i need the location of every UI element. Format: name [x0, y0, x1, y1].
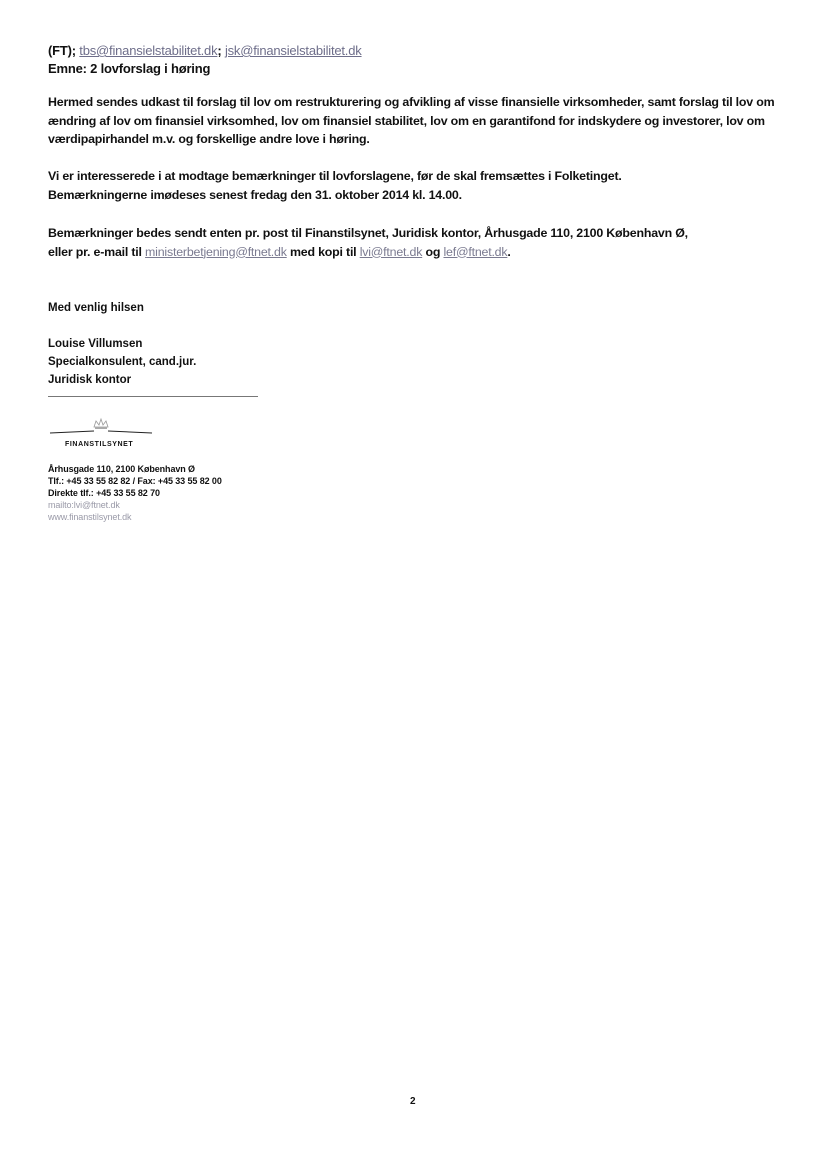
recipient-email-tbs[interactable]: tbs@finansielstabilitet.dk [79, 43, 218, 58]
contact-block [48, 463, 222, 523]
submission-and: og [425, 244, 441, 259]
subject-line [48, 61, 210, 76]
paragraph-comments-line1: Vi er interesserede i at modtage bemærkninger til lovforslagene, før de skal fremsættes i Folketinget. [48, 169, 622, 183]
signature-name: Louise Villumsen [48, 338, 143, 350]
crown-icon [94, 419, 108, 429]
paragraph-intro: Hermed sendes udkast til forslag til lov om restrukturering og afvikling af visse finansielle virksomheder, samt forslag til lov om ændring af lov om finansiel virksomhed, lov om finansiel stabilitet, lov om en garantifond for indskydere og investorer, lov om værdipapirhandel m.v. og forskellige andre love i høring. [48, 95, 775, 146]
paragraph-submission-line2 [48, 243, 778, 262]
submission-end: . [507, 244, 511, 259]
contact-phone-fax: Tlf.: +45 33 55 82 82 / Fax: +45 33 55 82 00 [48, 476, 222, 486]
page-number: 2 [410, 1096, 416, 1107]
recipients-line [48, 43, 362, 58]
subject-label: Emne: [48, 61, 87, 76]
signature-block [48, 335, 196, 389]
submission-mid: med kopi til [289, 244, 357, 259]
paragraph-submission-line1: Bemærkninger bedes sendt enten pr. post til Finanstilsynet, Juridisk kontor, Århusgade 110, 2100 København Ø, [48, 226, 688, 240]
paragraph-comments-deadline: Bemærkningerne imødeses senest fredag den 31. oktober 2014 kl. 14.00. [48, 187, 462, 202]
paragraph-comments-request [48, 167, 778, 204]
lvi-email-link[interactable]: lvi@ftnet.dk [359, 244, 423, 259]
contact-web-link[interactable]: www.finanstilsynet.dk [48, 512, 132, 522]
signature-divider [48, 396, 258, 397]
signature-title: Specialkonsulent, cand.jur. [48, 356, 197, 368]
contact-address: Århusgade 110, 2100 København Ø [48, 464, 195, 474]
contact-mail-link[interactable]: mailto:lvi@ftnet.dk [48, 500, 120, 510]
recipient-email-jsk[interactable]: jsk@finansielstabilitet.dk [224, 43, 362, 58]
signature-department: Juridisk kontor [48, 374, 132, 386]
logo-wordmark: FINANSTILSYNET [65, 441, 134, 448]
lef-email-link[interactable]: lef@ftnet.dk [443, 244, 508, 259]
recipients-separator: ; [217, 43, 222, 58]
submission-pre: eller pr. e-mail til [48, 244, 142, 259]
ministerbetjening-email-link[interactable]: ministerbetjening@ftnet.dk [145, 244, 287, 259]
paragraph-submission [48, 224, 778, 261]
recipients-prefix: (FT); [48, 43, 76, 58]
subject-value: 2 lovforslag i høring [90, 61, 211, 76]
closing-greeting: Med venlig hilsen [48, 302, 144, 314]
contact-direct-phone: Direkte tlf.: +45 33 55 82 70 [48, 488, 160, 498]
